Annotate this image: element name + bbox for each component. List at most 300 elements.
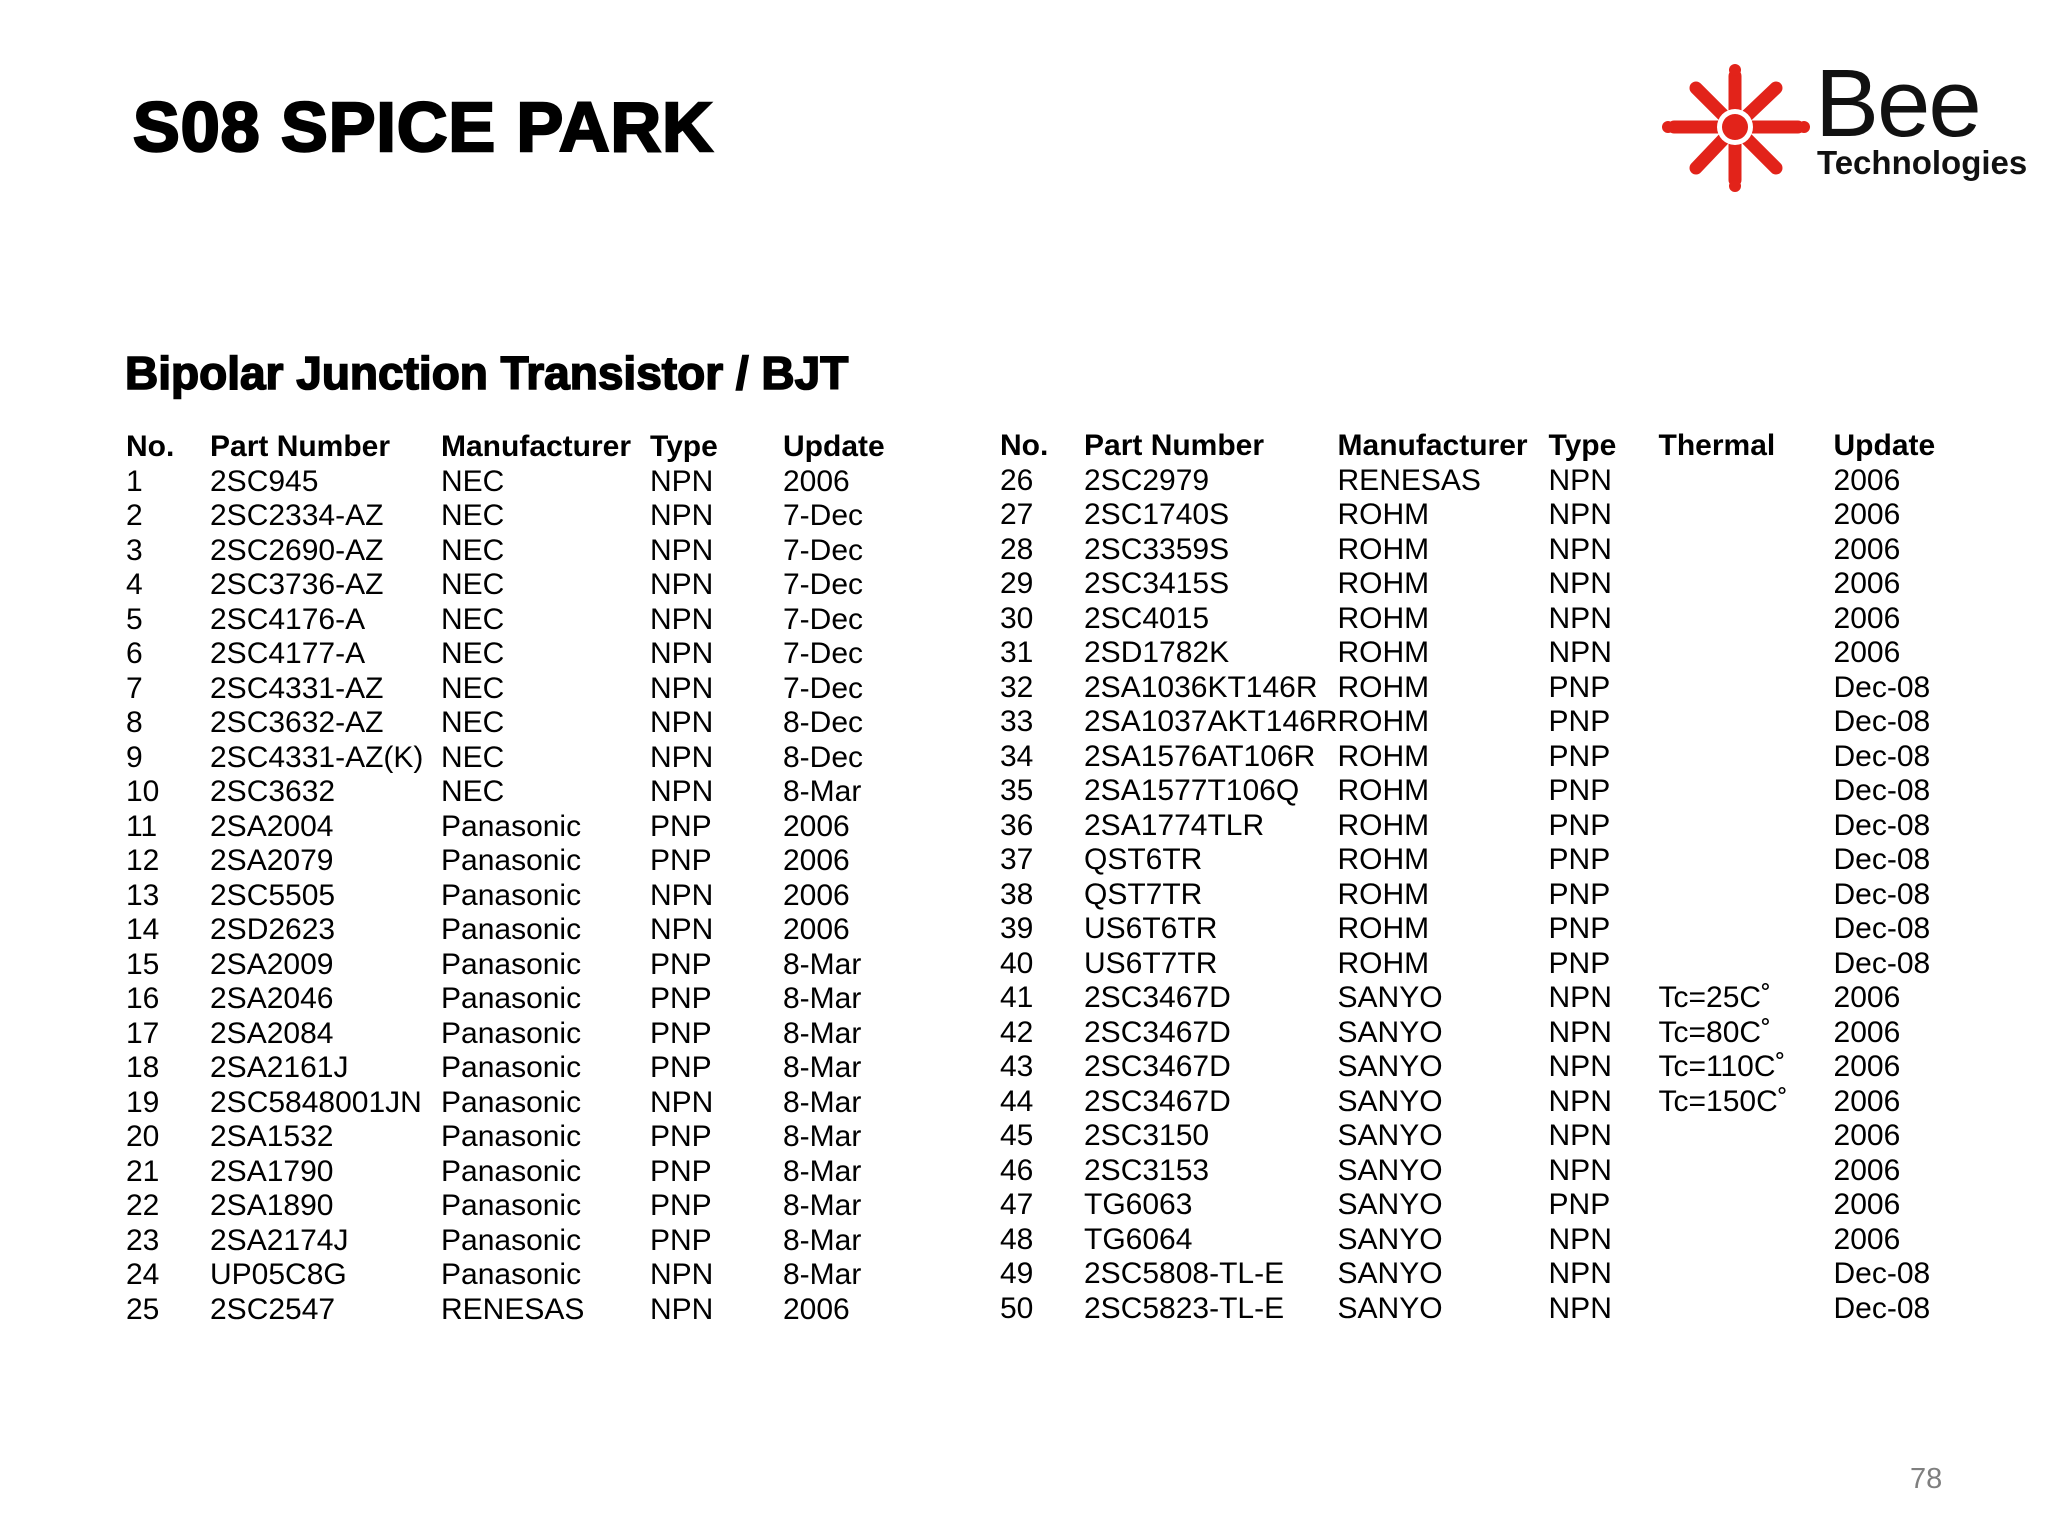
table-cell: PNP [650, 1016, 712, 1050]
table-cell: ROHM [1337, 912, 1430, 945]
table-row [1000, 981, 1944, 1016]
table-cell: 2SA2046 [210, 982, 334, 1015]
table-row [126, 706, 903, 741]
table-cell: 2006 [1833, 601, 1901, 635]
table-cell: NPN [650, 637, 714, 670]
table-cell: NPN [1548, 1153, 1612, 1187]
table-cell: Dec-08 [1833, 1291, 1931, 1325]
table-cell: PNP [650, 947, 712, 981]
table-row [126, 568, 903, 603]
table-cell: PNP [1548, 670, 1611, 704]
table-cell: 2SC3467D [1084, 1015, 1231, 1049]
table-cell: 27 [1000, 498, 1034, 531]
table-cell: 2SC3736-AZ [210, 568, 384, 601]
table-cell: Tc=110C˚ [1658, 1050, 1786, 1083]
table-cell: 7-Dec [783, 637, 864, 670]
table-cell: NEC [441, 740, 505, 774]
table-cell: SANYO [1337, 1188, 1443, 1221]
table-cell: Dec-08 [1833, 843, 1931, 876]
table-cell [1659, 602, 1834, 637]
table-cell: NPN [1548, 1291, 1612, 1325]
table-cell: 2006 [1833, 1119, 1901, 1152]
column-header: Update [1833, 429, 1936, 462]
table-cell: Dec-08 [1833, 739, 1931, 773]
table-cell: ROHM [1337, 877, 1430, 911]
table-cell: ROHM [1337, 670, 1430, 704]
table-cell: ROHM [1337, 498, 1430, 531]
table-cell: 2SC4015 [1084, 601, 1210, 635]
table-cell: 49 [1000, 1257, 1034, 1290]
table-cell: NPN [650, 775, 714, 808]
table-cell: PNP [650, 844, 712, 877]
table-cell: 35 [1000, 774, 1034, 807]
table-cell: PNP [1548, 739, 1611, 773]
bjt-table-left [126, 430, 903, 1327]
table-cell: Dec-08 [1833, 808, 1931, 842]
table-cell: 44 [1000, 1084, 1034, 1118]
column-header: Type [1548, 429, 1617, 462]
table-cell: ROHM [1337, 739, 1430, 773]
table-cell: TG6064 [1084, 1222, 1193, 1256]
table-cell: 2SD2623 [210, 913, 336, 946]
table-cell: 8-Mar [783, 982, 862, 1015]
table-row [1000, 1050, 1944, 1085]
table-cell: 2SA1790 [210, 1154, 334, 1188]
table-cell: 21 [126, 1154, 160, 1188]
table-cell: 2006 [1833, 1015, 1901, 1049]
column-header: Part Number [210, 430, 391, 463]
table-row [126, 982, 903, 1017]
table-cell: NEC [441, 775, 505, 808]
table-row [1000, 878, 1944, 913]
table-cell: NPN [650, 740, 714, 774]
table-row [1000, 843, 1944, 878]
table-row [1000, 740, 1944, 775]
table-row [1000, 602, 1944, 637]
table-cell: 23 [126, 1223, 160, 1257]
table-cell: SANYO [1337, 1050, 1443, 1083]
table-cell: Tc=25C˚ [1658, 981, 1772, 1014]
table-cell: 2006 [783, 1292, 850, 1326]
table-cell: 2SC3632 [210, 775, 336, 808]
table-cell: RENESAS [441, 1292, 585, 1326]
table-cell: 2SA2161J [210, 1051, 349, 1084]
table-cell: 6 [126, 637, 143, 670]
table-cell: 2 [126, 499, 143, 532]
bjt-table-right [1000, 429, 1944, 1326]
table-cell [1659, 1223, 1834, 1258]
table-cell: Panasonic [441, 947, 582, 981]
table-cell: NEC [441, 637, 505, 670]
table-cell: 8-Mar [783, 1258, 862, 1291]
table-cell: PNP [650, 1120, 712, 1153]
table-cell: Panasonic [441, 878, 582, 912]
table-cell: 2SA1577T106Q [1084, 774, 1300, 807]
table-cell: 2SC5808-TL-E [1084, 1257, 1285, 1290]
table-cell: PNP [1548, 808, 1611, 842]
table-cell: 2006 [1833, 1222, 1901, 1256]
table-cell: 2006 [1833, 636, 1901, 669]
table-cell: 2SC3467D [1084, 1050, 1231, 1083]
table-cell: NPN [1548, 1015, 1612, 1049]
table-row [1000, 1188, 1944, 1223]
table-cell [1659, 498, 1834, 533]
table-cell [1659, 774, 1834, 809]
logo-subtitle: Technologies [1817, 144, 2028, 181]
table-cell: QST7TR [1084, 877, 1203, 911]
table-cell: 28 [1000, 532, 1034, 566]
table-cell: SANYO [1337, 1084, 1443, 1118]
table-cell [1659, 912, 1834, 947]
table-row [126, 637, 903, 672]
table-cell: NPN [650, 1085, 714, 1119]
table-cell: 37 [1000, 843, 1034, 876]
column-header: Manufacturer [441, 430, 632, 463]
table-cell [1659, 464, 1834, 499]
table-cell: 26 [1000, 463, 1034, 497]
table-cell: ROHM [1337, 636, 1430, 669]
table-cell: 32 [1000, 670, 1034, 704]
table-cell: Dec-08 [1833, 1257, 1931, 1290]
table-row [1000, 774, 1944, 809]
table-row [1000, 1119, 1944, 1154]
table-row [126, 1293, 903, 1328]
table-cell: US6T7TR [1084, 946, 1218, 980]
table-cell: QST6TR [1084, 843, 1203, 876]
table-cell: 7 [126, 671, 143, 705]
table-cell: Dec-08 [1833, 912, 1931, 945]
table-cell: ROHM [1337, 946, 1430, 980]
table-cell: NEC [441, 568, 505, 601]
table-row [1000, 671, 1944, 706]
table-row [126, 603, 903, 638]
section-heading: Bipolar Junction Transistor / BJT [125, 347, 849, 399]
table-row [1000, 1085, 1944, 1120]
column-header: Part Number [1084, 429, 1265, 462]
page-number: 78 [1910, 1463, 1943, 1495]
table-cell: 2SA2079 [210, 844, 334, 877]
table-cell: 2SC2547 [210, 1292, 336, 1326]
table-row [1000, 947, 1944, 982]
table-cell: 2006 [783, 844, 850, 877]
bee-burst-icon [1660, 62, 1810, 192]
table-cell: NPN [650, 533, 714, 567]
table-cell: 2006 [1833, 463, 1901, 497]
table-cell: 2SC5848001JN [210, 1085, 422, 1119]
table-cell: 8-Mar [783, 1016, 862, 1050]
table-cell: PNP [1548, 912, 1611, 945]
table-cell: NPN [1548, 1222, 1612, 1256]
table-cell: 2SC945 [210, 464, 319, 498]
table-cell: NEC [441, 464, 505, 498]
column-header: No. [126, 430, 175, 463]
column-header: No. [1000, 429, 1049, 462]
table-cell: PNP [650, 809, 712, 843]
logo-wordmark: Bee [1815, 50, 1980, 157]
table-cell: Panasonic [441, 982, 582, 1015]
table-row [1000, 705, 1944, 740]
table-row [1000, 1016, 1944, 1051]
table-cell: NPN [1548, 1050, 1612, 1083]
table-row [126, 1155, 903, 1190]
table-cell: 2SA1576AT106R [1084, 739, 1316, 773]
table-cell: NPN [1548, 636, 1612, 669]
table-cell: 2006 [1833, 567, 1901, 600]
table-cell: Panasonic [441, 1120, 582, 1153]
table-cell: 19 [126, 1085, 160, 1119]
table-cell: 45 [1000, 1119, 1034, 1152]
table-cell: TG6063 [1084, 1188, 1193, 1221]
table-cell: Panasonic [441, 1223, 582, 1257]
table-cell: UP05C8G [210, 1258, 347, 1291]
table-cell: PNP [650, 1051, 712, 1084]
column-header: Thermal [1658, 429, 1776, 462]
table-cell: NPN [650, 499, 714, 532]
table-cell: NPN [1548, 532, 1612, 566]
table-cell: 2006 [1833, 498, 1901, 531]
table-cell: 8-Mar [783, 947, 862, 981]
table-cell: 8-Mar [783, 1120, 862, 1153]
table-row [126, 672, 903, 707]
table-cell: ROHM [1337, 808, 1430, 842]
table-header-row [126, 430, 903, 465]
table-cell: 8-Dec [783, 706, 864, 739]
table-cell: 48 [1000, 1222, 1034, 1256]
table-cell: 47 [1000, 1188, 1034, 1221]
table-row [126, 499, 903, 534]
table-cell: 16 [126, 982, 160, 1015]
table-row [1000, 1292, 1944, 1327]
table-cell: NPN [650, 706, 714, 739]
table-cell [1659, 1292, 1834, 1327]
table-cell: 18 [126, 1051, 160, 1084]
table-cell: ROHM [1337, 843, 1430, 876]
table-cell: NEC [441, 671, 505, 705]
table-row [1000, 912, 1944, 947]
table-cell: 39 [1000, 912, 1034, 945]
table-cell: 2SC2979 [1084, 463, 1210, 497]
table-cell: 2SA1890 [210, 1189, 334, 1222]
table-cell: 7-Dec [783, 568, 864, 601]
table-cell: 8-Mar [783, 775, 862, 808]
table-cell: 8-Mar [783, 1051, 862, 1084]
table-row [1000, 533, 1944, 568]
table-cell: PNP [1548, 774, 1611, 807]
table-cell: NPN [650, 878, 714, 912]
table-cell: Panasonic [441, 1258, 582, 1291]
table-row [126, 1224, 903, 1259]
table-cell: NPN [1548, 1119, 1612, 1152]
table-cell [1659, 671, 1834, 706]
table-cell: 2SA1532 [210, 1120, 334, 1153]
table-row [126, 465, 903, 500]
table-cell: 2SD1782K [1084, 636, 1230, 669]
column-header: Type [650, 430, 718, 463]
table-cell: 1 [126, 464, 143, 498]
table-cell [1659, 705, 1834, 740]
table-cell: NPN [1548, 498, 1612, 531]
table-cell: SANYO [1337, 1119, 1443, 1152]
table-cell: 33 [1000, 705, 1034, 738]
table-cell: 2SC3632-AZ [210, 706, 384, 739]
table-cell [1659, 1119, 1834, 1154]
table-row [126, 1051, 903, 1086]
table-row [1000, 498, 1944, 533]
table-cell: SANYO [1337, 981, 1443, 1014]
table-cell: 2006 [1833, 1153, 1901, 1187]
column-header: Update [783, 430, 885, 463]
table-cell: 2006 [783, 809, 850, 843]
table-cell: PNP [1548, 843, 1611, 876]
table-cell: PNP [650, 1189, 712, 1222]
table-row [126, 1258, 903, 1293]
table-cell [1659, 878, 1834, 913]
table-cell: Tc=150C˚ [1658, 1084, 1788, 1118]
table-cell: 12 [126, 844, 160, 877]
table-cell: ROHM [1337, 705, 1430, 738]
table-cell: Dec-08 [1833, 877, 1931, 911]
table-cell: NEC [441, 533, 505, 567]
table-cell: Dec-08 [1833, 705, 1931, 738]
table-cell: 8-Dec [783, 740, 864, 774]
table-cell: NPN [650, 913, 714, 946]
table-cell: 2SA2174J [210, 1223, 349, 1257]
table-cell: Panasonic [441, 1085, 582, 1119]
table-cell: Tc=80C˚ [1658, 1015, 1772, 1049]
table-cell: SANYO [1337, 1222, 1443, 1256]
table-cell [1659, 533, 1834, 568]
table-row [126, 948, 903, 983]
bee-technologies-logo [1660, 50, 2028, 192]
table-row [1000, 1154, 1944, 1189]
table-cell: 8 [126, 706, 143, 739]
table-cell: 2SC5505 [210, 878, 336, 912]
table-cell: NPN [650, 464, 714, 498]
table-cell: 29 [1000, 567, 1034, 600]
table-cell: 7-Dec [783, 499, 864, 532]
table-cell: Panasonic [441, 1189, 582, 1222]
table-cell: NPN [1548, 601, 1612, 635]
table-cell: 36 [1000, 808, 1034, 842]
table-cell: 2006 [1833, 1050, 1901, 1083]
table-row [126, 534, 903, 569]
table-row [126, 1086, 903, 1121]
table-cell: ROHM [1337, 601, 1430, 635]
table-row [1000, 636, 1944, 671]
table-cell: NPN [650, 1292, 714, 1326]
table-cell: 7-Dec [783, 533, 864, 567]
table-cell: SANYO [1337, 1257, 1443, 1290]
table-cell: 2SA1037AKT146R [1084, 705, 1338, 738]
table-cell: 8-Mar [783, 1085, 862, 1119]
table-cell: 15 [126, 947, 160, 981]
table-cell: 8-Mar [783, 1189, 862, 1222]
table-cell [1659, 947, 1834, 982]
table-cell: 2SC2690-AZ [210, 533, 384, 567]
table-cell [1659, 809, 1834, 844]
table-cell: PNP [650, 1223, 712, 1257]
page-title: S08 SPICE PARK [133, 88, 714, 166]
table-row [126, 810, 903, 845]
table-cell: PNP [650, 1154, 712, 1188]
table-cell: ROHM [1337, 567, 1430, 600]
table-row [1000, 567, 1944, 602]
table-row [126, 1189, 903, 1224]
table-cell: 11 [126, 809, 158, 843]
table-cell: 2SC4331-AZ [210, 671, 384, 705]
table-cell: NPN [1548, 567, 1612, 600]
table-cell: NPN [1548, 981, 1612, 1014]
table-cell: 25 [126, 1292, 160, 1326]
table-cell [1659, 1188, 1834, 1223]
table-cell: 30 [1000, 601, 1034, 635]
table-cell: NEC [441, 706, 505, 739]
table-cell: 2SA2004 [210, 809, 334, 843]
table-row [126, 844, 903, 879]
table-cell: SANYO [1337, 1291, 1443, 1325]
table-cell: NPN [650, 671, 714, 705]
table-cell: 2006 [783, 913, 850, 946]
table-cell: 31 [1000, 636, 1034, 669]
table-cell: 2006 [783, 464, 850, 498]
table-cell: PNP [1548, 946, 1611, 980]
table-cell: 9 [126, 740, 143, 774]
table-cell: Panasonic [441, 913, 582, 946]
table-header-row [1000, 429, 1944, 464]
table-cell: 2SC3150 [1084, 1119, 1210, 1152]
table-cell: 24 [126, 1258, 160, 1291]
table-cell: 38 [1000, 877, 1034, 911]
table-row [126, 879, 903, 914]
table-cell: Panasonic [441, 844, 582, 877]
table-cell: RENESAS [1337, 463, 1481, 497]
table-cell: 2SC4331-AZ(K) [210, 740, 424, 774]
table-cell: 10 [126, 775, 160, 808]
table-cell [1659, 1154, 1834, 1189]
table-cell: 7-Dec [783, 602, 864, 636]
table-cell: 2SC3467D [1084, 981, 1231, 1014]
table-cell: 40 [1000, 946, 1034, 980]
table-row [1000, 1223, 1944, 1258]
table-cell: 2SA2009 [210, 947, 334, 981]
table-row [126, 741, 903, 776]
table-cell: 50 [1000, 1291, 1034, 1325]
table-row [126, 1017, 903, 1052]
table-cell: ROHM [1337, 532, 1430, 566]
table-cell: ROHM [1337, 774, 1430, 807]
table-cell [1659, 567, 1834, 602]
table-cell: NPN [1548, 1257, 1612, 1290]
table-cell: NEC [441, 499, 505, 532]
table-cell: Panasonic [441, 1051, 582, 1084]
table-cell [1659, 740, 1834, 775]
table-cell: Dec-08 [1833, 774, 1931, 807]
table-cell: 2SC3359S [1084, 532, 1230, 566]
table-cell: 2SC1740S [1084, 498, 1230, 531]
table-cell: 4 [126, 568, 143, 601]
table-cell: 8-Mar [783, 1154, 862, 1188]
table-cell: NPN [1548, 1084, 1612, 1118]
table-cell: PNP [650, 982, 712, 1015]
table-cell: 2SC4177-A [210, 637, 366, 670]
table-cell: NPN [1548, 463, 1612, 497]
table-cell: 7-Dec [783, 671, 864, 705]
table-cell: 41 [1000, 981, 1034, 1014]
table-cell: SANYO [1337, 1015, 1443, 1049]
table-cell: 46 [1000, 1153, 1034, 1187]
table-cell: 20 [126, 1120, 160, 1153]
table-cell: 2SA1036KT146R [1084, 670, 1318, 704]
